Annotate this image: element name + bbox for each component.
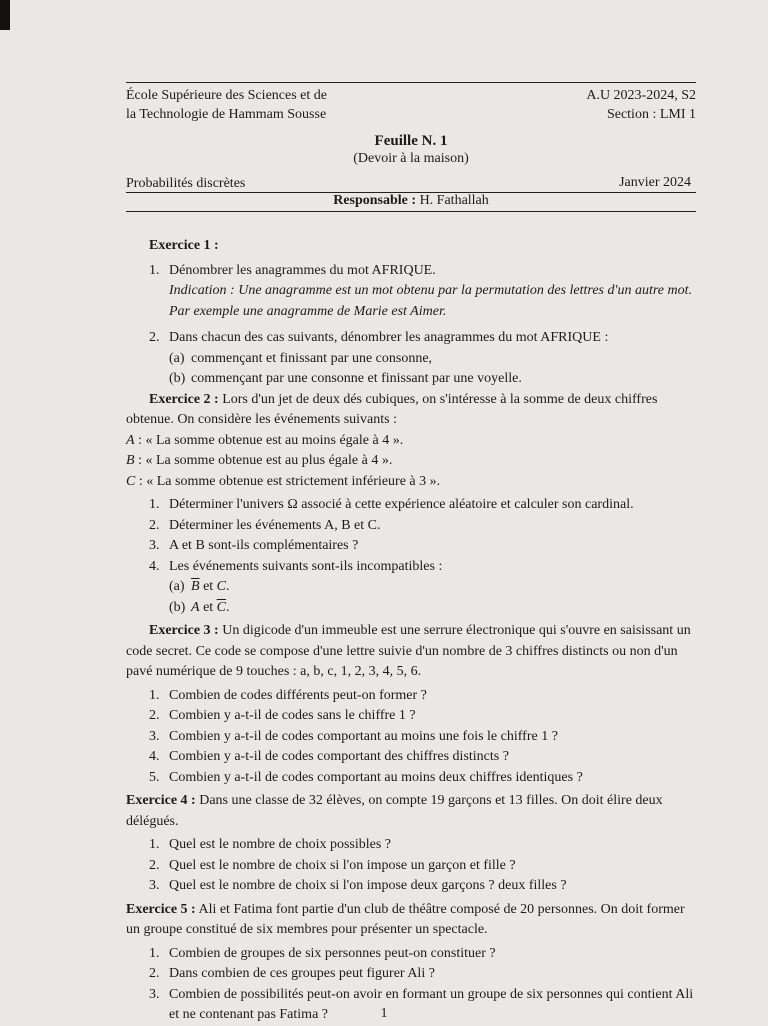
question (126, 876, 698, 897)
question-text: Combien y a-t-il de codes comportant au moins une fois le chiffre 1 ? (169, 728, 558, 744)
question-text-main: Dénombrer les anagrammes du mot AFRIQUE. (169, 262, 436, 278)
sub-question-text: commençant par une consonne et finissant par une voyelle. (191, 371, 522, 386)
sub-question (126, 577, 698, 598)
question-text: Dans chacun des cas suivants, dénombrer les anagrammes du mot AFRIQUE : (169, 330, 609, 345)
question-text: Combien y a-t-il de codes comportant des chiffres distincts ? (169, 749, 509, 764)
question-number: 3. (149, 878, 160, 893)
exercise-3-intro-text: Un digicode d'un immeuble est une serrure électronique qui s'ouvre en saisissant un code secret. Ce code se compose d'une lettre suivie d'un nombre de 3 chiffres distincts ou non d'un pavé numérique de 9 touches : a, b, c, 1, 2, 3, 4, 5, 6. (126, 623, 691, 679)
responsable-line (126, 191, 696, 211)
scan-corner-mark (0, 0, 10, 30)
school-name-line1: École Supérieure des Sciences et de (126, 88, 327, 103)
exercise-3-title: Exercice 3 : (149, 623, 219, 638)
question (126, 856, 698, 877)
sheet-date: Janvier 2024 (619, 175, 691, 190)
section: Section : LMI 1 (606, 107, 696, 122)
question (126, 747, 698, 768)
question-number: 3. (149, 538, 160, 553)
question (126, 686, 698, 707)
sub-question (126, 369, 698, 390)
question-number: 1. (149, 837, 160, 852)
header-bottom-rule (126, 211, 696, 212)
exercise-1 (126, 236, 698, 257)
question (126, 536, 698, 557)
question-number: 3. (149, 986, 160, 1002)
exercise-1-title: Exercice 1 : (149, 238, 219, 253)
event-B (126, 451, 698, 472)
question-text: A et B sont-ils complémentaires ? (169, 538, 359, 553)
question (126, 516, 698, 537)
question-number: 4. (149, 558, 160, 574)
exercise-5-intro-text: Ali et Fatima font partie d'un club de théâtre composé de 20 personnes. On doit former un groupe constitué de six membres pour présenter un spectacle. (126, 901, 685, 937)
exercise-2-questions (126, 495, 698, 618)
question-text: Quel est le nombre de choix si l'on impose deux garçons ? deux filles ? (169, 878, 567, 893)
question-number: 1. (149, 262, 160, 278)
question-text: Dans combien de ces groupes peut figurer Ali ? (169, 966, 435, 981)
question (126, 261, 698, 323)
sub-question-text (191, 577, 698, 598)
question-number: 1. (149, 497, 160, 512)
punct: . (226, 599, 230, 615)
punct: . (226, 579, 230, 594)
question-number: 2. (149, 330, 160, 345)
school-name-line2: la Technologie de Hammam Sousse (126, 107, 327, 122)
exercise-5-intro (126, 900, 698, 941)
connector: et (199, 599, 217, 615)
question-text (169, 261, 698, 323)
question (126, 835, 698, 856)
exercise-2-title: Exercice 2 : (149, 391, 219, 407)
course-name: Probabilités discrètes (126, 176, 246, 191)
question-text: Les événements suivants sont-ils incompatibles : (169, 558, 443, 574)
responsable-label: Responsable : (333, 193, 417, 208)
question-text: Quel est le nombre de choix si l'on impose un garçon et fille ? (169, 857, 516, 873)
question (126, 768, 698, 789)
question-text: Combien y a-t-il de codes comportant au moins deux chiffres identiques ? (169, 769, 583, 785)
indication-text: Indication : Une anagramme est un mot obtenu par la permutation des lettres d'un autre mot. Par exemple une anagramme de Marie est Aimer. (169, 283, 693, 319)
question-number: 2. (149, 517, 160, 533)
sub-question-label: (a) (169, 350, 185, 366)
event-name: C (126, 473, 136, 489)
question-number: 3. (149, 728, 160, 744)
question (126, 557, 698, 578)
exercise-2-intro-text: Lors d'un jet de deux dés cubiques, on s'intéresse à la somme de deux chiffres obtenue. On considère les événements suivants : (126, 391, 658, 427)
sub-question (126, 349, 698, 370)
sub-question (126, 598, 698, 619)
question-text: Déterminer les événements A, B et C. (169, 517, 381, 533)
math-symbol: $\overline{C}$ (216, 599, 227, 615)
event-text: : « La somme obtenue est au moins égale à 4 ». (134, 432, 404, 448)
question-number: 1. (149, 945, 160, 961)
question (126, 944, 698, 965)
sub-question-text (191, 598, 698, 619)
question-number: 2. (149, 857, 160, 873)
math-symbol: A (191, 599, 200, 615)
sheet-subtitle: (Devoir à la maison) (353, 151, 469, 166)
exercise-3-intro (126, 621, 698, 683)
exercise-4-questions (126, 835, 698, 897)
event-text: : « La somme obtenue est strictement inférieure à 3 ». (135, 473, 441, 489)
question-number: 1. (149, 687, 160, 703)
question-number: 4. (149, 749, 160, 764)
sub-question-label: (a) (169, 579, 185, 594)
page-number: 1 (380, 1006, 388, 1021)
question (126, 328, 698, 349)
exercise-3-questions (126, 686, 698, 789)
question-text: Combien y a-t-il de codes sans le chiffre 1 ? (169, 708, 416, 723)
question-number: 2. (149, 708, 160, 723)
question (126, 727, 698, 748)
event-C (126, 472, 698, 493)
question-text: Combien de codes différents peut-on former ? (169, 687, 427, 703)
event-text: : « La somme obtenue est au plus égale à 4 ». (134, 453, 393, 468)
question-number: 2. (149, 966, 160, 981)
connector: et (199, 579, 217, 594)
question (126, 706, 698, 727)
sub-question-label: (b) (169, 599, 186, 615)
question-number: 5. (149, 769, 160, 785)
question-text: Quel est le nombre de choix possibles ? (169, 837, 392, 852)
exercise-4-title: Exercice 4 : (126, 793, 196, 808)
question (126, 495, 698, 516)
academic-year: A.U 2023-2024, S2 (586, 88, 696, 103)
question-text: Déterminer l'univers Ω associé à cette expérience aléatoire et calculer son cardinal. (169, 497, 634, 512)
question-text: Combien de groupes de six personnes peut-on constituer ? (169, 945, 496, 961)
exercise-5-title: Exercice 5 : (126, 901, 196, 917)
math-symbol: $\overline{B}$ (191, 579, 200, 594)
question-text: Combien de possibilités peut-on avoir en formant un groupe de six personnes qui contient Ali et ne contenant pas Fatima ? (169, 986, 694, 1022)
event-name: A (126, 432, 135, 448)
event-name: B (126, 453, 135, 468)
exercise-1-questions (126, 261, 698, 390)
question (126, 964, 698, 985)
header-top-rule (126, 82, 696, 83)
exercise-4-intro-text: Dans une classe de 32 élèves, on compte 19 garçons et 13 filles. On doit élire deux délégués. (126, 793, 663, 829)
event-A (126, 431, 698, 452)
math-symbol: C (216, 579, 227, 594)
sheet-title: Feuille N. 1 (374, 133, 448, 149)
exercise-content (126, 236, 698, 1026)
exercise-2-intro (126, 390, 698, 431)
exercise-4-intro (126, 791, 698, 832)
responsable-name: H. Fathallah (419, 193, 489, 208)
sub-question-label: (b) (169, 371, 186, 386)
sub-question-text: commençant et finissant par une consonne, (191, 350, 433, 366)
